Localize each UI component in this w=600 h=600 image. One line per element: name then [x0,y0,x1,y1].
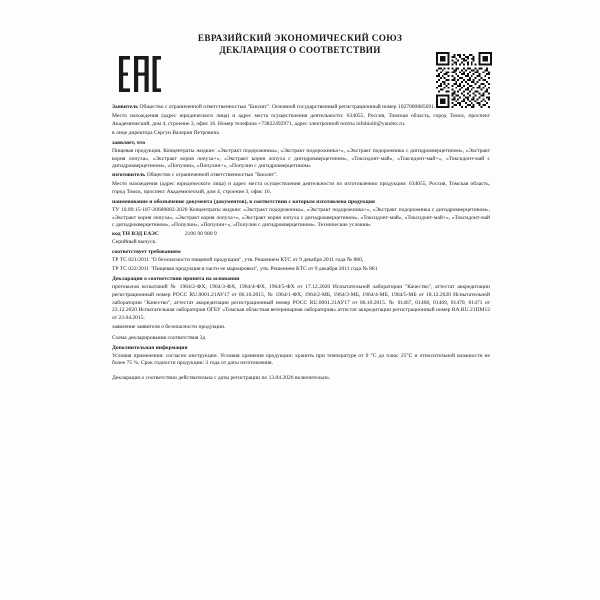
customs-code-value: 2106 90 980 9 [184,231,217,238]
applicant-label: Заявитель [112,104,139,110]
applicant-director: в лице директора Сергун Валерия Петровича [112,129,219,136]
documents-heading: наименование и обозначение документа (документов), в соответствии с которым изготовлена продукция [112,199,375,206]
customs-code-label: код ТН ВЭД ЕАЭС [112,231,159,238]
declaration-scheme: Схема декларирования соответствия 3д [112,334,206,341]
basis-heading: Декларация о соответствии принята на основании [112,276,240,283]
product-description: Пищевая продукция. Концентраты жидкие: «Экстракт подорожника», «Экстракт подорожника+», «Экстракт подорожника с дигидрокверцетином», «Экстракт корня лопуха», «Экстракт корня лопуха+», «Экстракт корня лопуха с дигидрокверцетином», «Токсидонт-май», «Токсидонт-май+», «Токсидонт-май с дигидрокверцетином», «Популин», «Популин+», «Популин с дигидрокверцетином» [112,147,490,170]
additional-info-text: Условия применения: согласно инструкции. Условия хранения продукции: хранить при температуре от 0 °С до плюс 25°С и относительной влажности не более 75 %. Срок годности продукции: 3 года от даты изготовления. [112,352,490,367]
applicant-text: Общество с ограниченной ответственностью "Биолит". Основной государственный регистрационный номер 1027000885691. [139,104,436,110]
basis-protocols: протоколов испытаний № 1964/2-ФХ, 1964/3-ФХ, 1964/4-ФХ, 1964/5-ФХ от 17.12.2020 Испытательной лаборатории "Качество", аттестат аккредитации регистрационный номер РОСС RU.0001.21АУ17 от 06.10.2015, № 1964/1-ФХ, 1964/2-МБ, 1964/3-МБ, 1964/4-МБ, 1964/5-МБ от 18.12.2020 Испытательной лаборатории "Качество", аттестат аккредитации регистрационный номер РОСС RU.0001.21АУ17 от 06.10.2015. № 01467, 01468, 01469, 01470, 01471 от 23.12.2020 Испытательная лаборатория ОГБУ «Томская областная ветеринарная лаборатория» аттестат аккредитации регистрационный номер RA.RU.21ПМ12 от 23.04.2015. [112,284,490,321]
validity-statement: Декларация о соответствии действительна с даты регистрации по 13.04.2026 включительно. [112,374,331,381]
conformity-heading: соответствует требованиям [112,249,181,256]
eac-conformity-mark-icon [118,55,162,93]
customs-code-row [112,231,490,239]
document-body [112,104,490,384]
title-line-2: ДЕКЛАРАЦИЯ О СООТВЕТСТВИИ [219,44,381,55]
applicant-paragraph [112,104,490,112]
conformity-item: ТР ТС 022/2011 "Пищевая продукция в части ее маркировки", утв. Решением КТС от 9 декабря 2011 года № 881 [112,266,378,273]
manufacturer-paragraph [112,172,490,180]
manufacturer-label: изготовитель [112,172,146,179]
manufacturer-text: Общество с ограниченной ответственностью "Биолит". [146,172,278,179]
manufacturer-address: Место нахождения (адрес юридического лица) и адрес места осуществления деятельности по изготовлению продукции: 634055, Россия, Томская область, город Томск, проспект Академический, дом 4, строение 3, офис 16. [112,181,490,195]
title-line-1: ЕВРАЗИЙСКИЙ ЭКОНОМИЧЕСКИЙ СОЮЗ [197,33,403,43]
qr-code [436,52,492,108]
applicant-address: Место нахождения (адрес юридического лица) и адрес места осуществления деятельности: 634055, Россия, Томская область, город Томск, проспект Академический, дом 4, строение 3, офис 16. Номер телефона +73822492971, адрес электронной почты infobiolit@yandex.ru. [112,113,490,127]
additional-info-heading: Дополнительная информация [112,344,188,351]
document-title [0,33,600,56]
basis-statement: заявление заявителя о безопасности продукции. [112,323,226,330]
conformity-item: ТР ТС 021/2011 "О безопасности пищевой продукции", утв. Решением КТС от 9 декабря 2011 года № 880, [112,257,364,264]
declares-label: заявляет, что [112,139,146,146]
documents-text: ТУ 10.89.15-187-20680882-2020 Концентраты жидкие: «Экстракт подорожника», «Экстракт подорожника+», «Экстракт подорожника с дигидрокверцетином», «Экстракт корня лопуха», «Экстракт корня лопуха+», «Экстракт корня лопуха с дигидрокверцетином», «Токсидонт-май», «Токсидонт-май+», «Токсидонт-май с дигидрокверцетином», «Популин», «Популин+», «Популин с дигидрокверцетином». Технические условия» [112,207,490,229]
document-header [0,0,600,78]
release-type: Серийный выпуск. [112,239,157,245]
